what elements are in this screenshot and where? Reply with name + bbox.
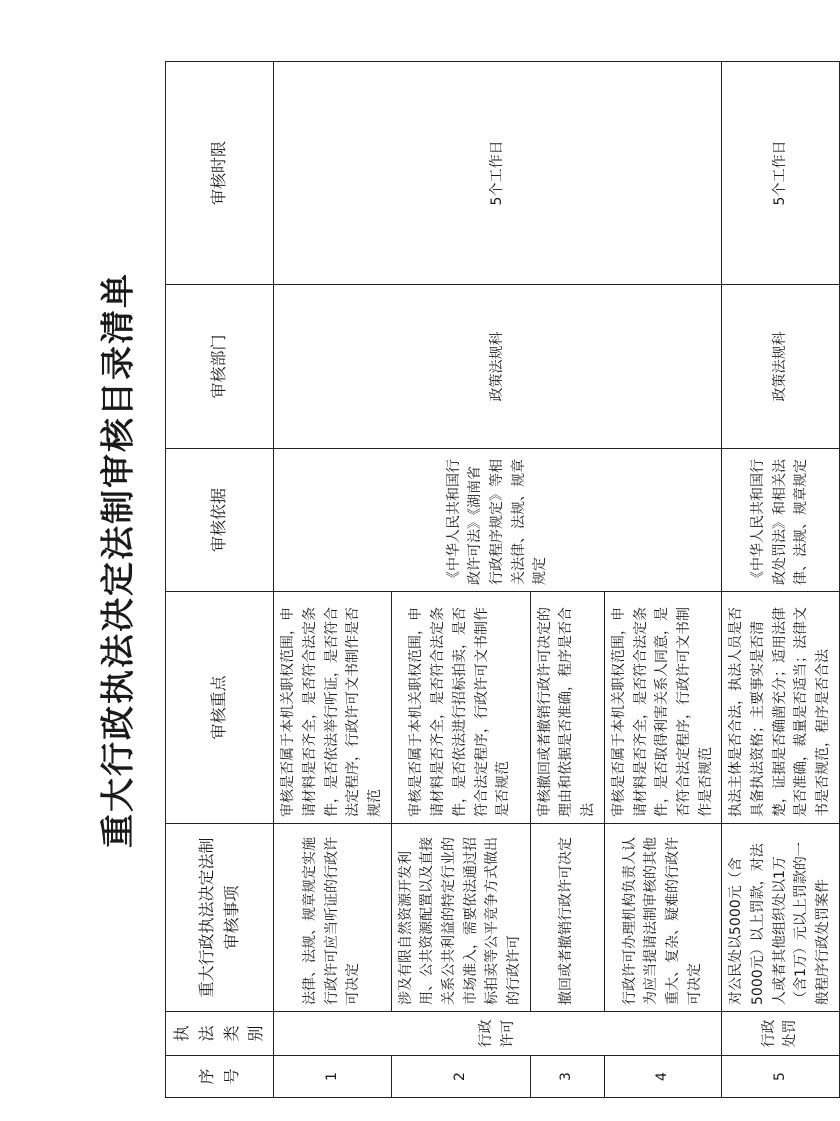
row2-item: 涉及有限自然资源开发利用、公共资源配置以及直接关系公共利益的特定行业的市场准入，需要依法通过招标拍卖等公平竞争方式做出的行政许可 bbox=[391, 824, 530, 1012]
header-seq: 序号 bbox=[166, 1056, 274, 1098]
row5-seq: 5 bbox=[722, 1056, 839, 1098]
review-catalog-table bbox=[165, 61, 840, 1098]
row1-item: 法律、法规、规章规定实施行政许可应当听证的行政许可决定 bbox=[274, 824, 391, 1012]
header-focus: 审核重点 bbox=[166, 592, 274, 824]
row4-item: 行政许可办理机构负责人认为应当提请法制审核的其他重大、复杂、疑难的行政许可决定 bbox=[604, 824, 721, 1012]
row3-focus: 审核撤回或者撤销行政许可决定的理由和依据是否准确，程序是否合法 bbox=[530, 592, 604, 824]
row4-focus: 审核是否属于本机关职权范围，申请材料是否齐全，是否符合法定条件，是否取得利害关系人同意，是否符合法定程序，行政许可文书制作是否规范 bbox=[604, 592, 721, 824]
header-item: 重大行政执法决定法制审核事项 bbox=[166, 824, 274, 1012]
row3-seq: 3 bbox=[530, 1056, 604, 1098]
row5-basis: 《中华人民共和国行政处罚法》和相关法律、法规、规章规定 bbox=[722, 449, 839, 592]
row4-seq: 4 bbox=[604, 1056, 721, 1098]
row5-category: 行政处罚 bbox=[722, 1012, 839, 1056]
header-basis: 审核依据 bbox=[166, 449, 274, 592]
row3-item: 撤回或者撤销行政许可决定 bbox=[530, 824, 604, 1012]
licensing-dept: 政策法规科 bbox=[274, 285, 722, 449]
licensing-limit: 5个工作日 bbox=[274, 62, 722, 285]
row5-item: 对公民处以5000元（含5000元）以上罚款，对法人或者其他组织处以1万（含1万）元以上罚款的一般程序行政处罚案件 bbox=[722, 824, 839, 1012]
row5-focus: 执法主体是否合法，执法人员是否具备执法资格；主要事实是否清楚，证据是否确凿充分；适用法律是否准确，裁量是否适当；法律文书是否规范，程序是否合法 bbox=[722, 592, 839, 824]
page-title: 重大行政执法决定法制审核目录清单 bbox=[98, 272, 139, 848]
header-limit: 审核时限 bbox=[166, 62, 274, 285]
review-catalog-table-wrapper bbox=[165, 62, 831, 1098]
row1-seq: 1 bbox=[274, 1056, 391, 1098]
row5-limit: 5个工作日 bbox=[722, 62, 839, 285]
table-row bbox=[274, 62, 391, 1098]
row1-focus: 审核是否属于本机关职权范围，申请材料是否齐全，是否符合法定条件，是否依法举行听证，是否符合法定程序，行政许可文书制作是否规范 bbox=[274, 592, 391, 824]
header-category: 执法类别 bbox=[166, 1012, 274, 1056]
row5-dept: 政策法规科 bbox=[722, 285, 839, 449]
table-header-row bbox=[166, 62, 274, 1098]
row2-seq: 2 bbox=[391, 1056, 530, 1098]
table-row bbox=[722, 62, 839, 1098]
header-dept: 审核部门 bbox=[166, 285, 274, 449]
licensing-category: 行政许可 bbox=[274, 1012, 722, 1056]
row2-focus: 审核是否属于本机关职权范围，申请材料是否齐全，是否符合法定条件，是否依法进行招标拍卖，是否符合法定程序，行政许可文书制作是否规范 bbox=[391, 592, 530, 824]
licensing-basis: 《中华人民共和国行政许可法》《湖南省行政程序规定》等相关法律、法规、规章规定 bbox=[274, 449, 722, 592]
